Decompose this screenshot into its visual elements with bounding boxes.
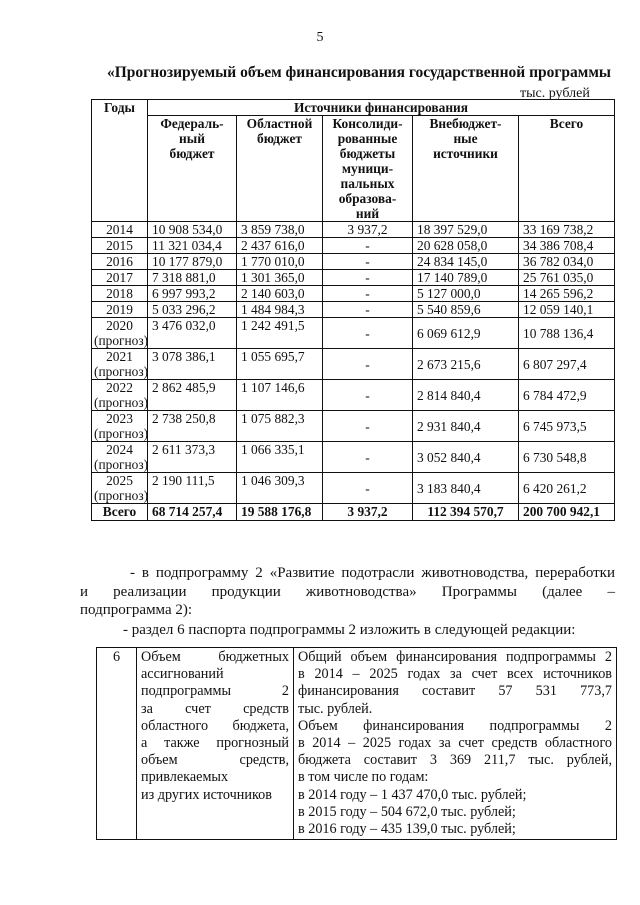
year-cell [92,270,148,286]
federal-cell: 2 190 111,5 [148,473,237,504]
regional-cell: 1 107 146,6 [237,380,323,411]
total-cell: 25 761 035,0 [519,270,615,286]
offbudget-cell: 2 673 215,6 [413,349,519,380]
year-value: 2022 [106,380,133,395]
table-row [92,318,615,349]
total-cell: 34 386 708,4 [519,238,615,254]
municipal-cell: - [323,302,413,318]
paragraph-subprogram-line2: и реализации продукции животноводства» Программы (далее – [80,584,615,600]
total-federal-cell: 68 714 257,4 [148,504,237,521]
federal-cell: 2 738 250,8 [148,411,237,442]
regional-cell: 1 242 491,5 [237,318,323,349]
year-value: 2024 [106,442,133,457]
year-cell [92,411,148,442]
year-cell [92,442,148,473]
table-row [92,270,615,286]
header-line: ные [453,131,478,146]
passport-right-cell [294,648,617,840]
year-value: 2021 [106,349,133,364]
federal-cell: 10 177 879,0 [148,254,237,270]
passport-left-line: объем средств, [141,752,289,769]
header-sources: Источники финансирования [148,100,615,116]
passport-left-line: подпрограммы 2 [141,683,289,700]
offbudget-cell: 20 628 058,0 [413,238,519,254]
regional-cell: 1 055 695,7 [237,349,323,380]
header-line: Всего [549,116,584,131]
passport-right-line: Объем финансирования подпрограммы 2 [298,717,612,734]
total-cell: 33 169 738,2 [519,222,615,238]
page-number: 5 [316,30,324,45]
total-cell: 6 745 973,5 [519,411,615,442]
regional-cell: 1 066 335,1 [237,442,323,473]
year-value: 2014 [106,222,133,237]
offbudget-cell: 17 140 789,0 [413,270,519,286]
year-value: 2017 [106,270,133,285]
regional-cell: 3 859 738,0 [237,222,323,238]
table-row [92,380,615,411]
passport-left-line: Объем бюджетных [141,649,289,665]
table-row [92,286,615,302]
header-line: бюджеты [339,146,396,161]
municipal-cell: - [323,349,413,380]
header-line: Консолиди- [332,116,403,131]
passport-right-line: в 2014 году – 1 437 470,0 тыс. рублей; [298,786,527,803]
forecast-note: (прогноз) [94,364,149,379]
year-cell [92,349,148,380]
header-municipal [323,116,413,222]
passport-left-line: привлекаемых [141,769,229,786]
header-total [519,116,615,222]
total-cell: 12 059 140,1 [519,302,615,318]
year-cell [92,473,148,504]
total-municipal-cell: 3 937,2 [323,504,413,521]
header-line: рованные [337,131,398,146]
year-cell [92,318,148,349]
year-value: 2015 [106,238,133,253]
year-value: 2020 [106,318,133,333]
municipal-cell: 3 937,2 [323,222,413,238]
federal-cell: 7 318 881,0 [148,270,237,286]
header-line: муници- [341,161,394,176]
table-row [92,222,615,238]
passport-left-cell [137,648,294,840]
header-line: источники [433,146,498,161]
total-cell: 10 788 136,4 [519,318,615,349]
total-cell: 14 265 596,2 [519,286,615,302]
total-offbudget-cell: 112 394 570,7 [413,504,519,521]
passport-left-line: а также прогнозный [141,735,289,752]
passport-row-number: 6 [97,648,137,840]
passport-right-line: финансирования составит 57 531 773,7 [298,683,612,700]
total-total-cell: 200 700 942,1 [519,504,615,521]
federal-cell: 2 862 485,9 [148,380,237,411]
municipal-cell: - [323,318,413,349]
units-label: тыс. рублей [520,86,590,101]
total-cell: 36 782 034,0 [519,254,615,270]
offbudget-cell: 2 814 840,4 [413,380,519,411]
header-regional [237,116,323,222]
forecast-note: (прогноз) [94,395,149,410]
header-line: пальных [340,176,395,191]
offbudget-cell: 3 183 840,4 [413,473,519,504]
total-row [92,504,615,521]
total-label-cell: Всего [92,504,148,521]
regional-cell: 2 437 616,0 [237,238,323,254]
table-row [92,473,615,504]
header-line: Областной [246,116,313,131]
federal-cell: 11 321 034,4 [148,238,237,254]
header-line: бюджет [257,131,302,146]
total-cell: 6 730 548,8 [519,442,615,473]
year-value: 2019 [106,302,133,317]
federal-cell: 6 997 993,2 [148,286,237,302]
total-cell: 6 807 297,4 [519,349,615,380]
municipal-cell: - [323,254,413,270]
regional-cell: 1 046 309,3 [237,473,323,504]
federal-cell: 5 033 296,2 [148,302,237,318]
municipal-cell: - [323,411,413,442]
header-federal [148,116,237,222]
header-line: образова- [338,191,397,206]
passport-left-line: ассигнований [141,666,224,683]
offbudget-cell: 3 052 840,4 [413,442,519,473]
section-heading: «Прогнозируемый объем финансирования государственной программы [107,64,612,81]
table-row [92,442,615,473]
regional-cell: 1 301 365,0 [237,270,323,286]
table-body [92,222,615,521]
federal-cell: 3 476 032,0 [148,318,237,349]
table-row [92,302,615,318]
offbudget-cell: 5 127 000,0 [413,286,519,302]
passport-right-line: Общий объем финансирования подпрограммы 2 [298,649,612,665]
year-value: 2023 [106,411,133,426]
forecast-note: (прогноз) [94,333,149,348]
total-cell: 6 420 261,2 [519,473,615,504]
passport-left-line: из других источников [141,786,272,803]
paragraph-subprogram-line3: подпрограмма 2): [80,602,193,618]
header-line: ний [355,206,380,221]
offbudget-cell: 5 540 859,6 [413,302,519,318]
header-line: Внебюджет- [429,116,502,131]
passport-right-line: в 2014 – 2025 годах за счет средств областного [298,735,612,752]
federal-cell: 3 078 386,1 [148,349,237,380]
passport-left-line: областного бюджета, [141,717,289,734]
passport-left-line: за счет средств [141,700,289,717]
forecast-note: (прогноз) [94,488,149,503]
year-cell [92,286,148,302]
paragraph-section6: - раздел 6 паспорта подпрограммы 2 изложить в следующей редакции: [123,622,576,638]
header-line: ный [179,131,205,146]
forecast-note: (прогноз) [94,457,149,472]
federal-cell: 10 908 534,0 [148,222,237,238]
municipal-cell: - [323,238,413,254]
year-value: 2018 [106,286,133,301]
passport-right-line: в 2014 – 2025 годах за счет всех источников [298,666,612,683]
offbudget-cell: 24 834 145,0 [413,254,519,270]
year-cell [92,238,148,254]
forecast-note: (прогноз) [94,426,149,441]
municipal-cell: - [323,286,413,302]
total-regional-cell: 19 588 176,8 [237,504,323,521]
municipal-cell: - [323,380,413,411]
table-row [92,254,615,270]
regional-cell: 1 770 010,0 [237,254,323,270]
offbudget-cell: 6 069 612,9 [413,318,519,349]
table-row [92,238,615,254]
passport-right-line: бюджета составит 3 369 211,7 тыс. рублей, [298,752,612,769]
header-years: Годы [92,100,148,222]
regional-cell: 1 484 984,3 [237,302,323,318]
total-cell: 6 784 472,9 [519,380,615,411]
passport-right-line: тыс. рублей. [298,700,373,717]
year-cell [92,302,148,318]
year-cell [92,222,148,238]
table-row [92,411,615,442]
year-value: 2025 [106,473,133,488]
municipal-cell: - [323,442,413,473]
header-line: Федераль- [160,116,224,131]
year-cell [92,254,148,270]
subheader-row [92,116,615,222]
header-offbudget [413,116,519,222]
offbudget-cell: 2 931 840,4 [413,411,519,442]
year-cell [92,380,148,411]
header-line: бюджет [169,146,215,161]
regional-cell: 1 075 882,3 [237,411,323,442]
passport-right-line: в 2016 году – 435 139,0 тыс. рублей; [298,821,516,838]
federal-cell: 2 611 373,3 [148,442,237,473]
offbudget-cell: 18 397 529,0 [413,222,519,238]
table-row [92,349,615,380]
passport-right-line: в том числе по годам: [298,769,429,786]
financing-table [91,99,615,521]
regional-cell: 2 140 603,0 [237,286,323,302]
municipal-cell: - [323,473,413,504]
municipal-cell: - [323,270,413,286]
passport-table [96,647,617,840]
paragraph-subprogram-line1: - в подпрограмму 2 «Развитие подотрасли животноводства, переработки [130,565,615,581]
year-value: 2016 [106,254,133,269]
passport-right-line: в 2015 году – 504 672,0 тыс. рублей; [298,803,516,820]
